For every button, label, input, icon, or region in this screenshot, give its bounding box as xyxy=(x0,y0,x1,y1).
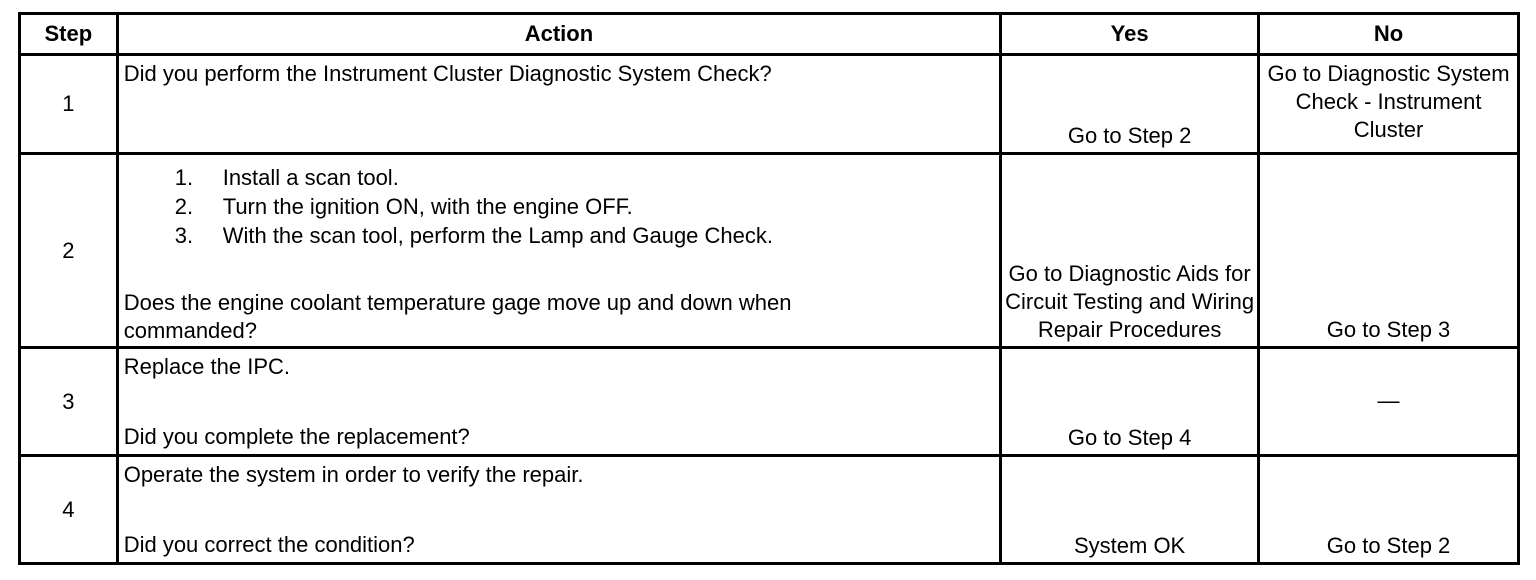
list-number: 3. xyxy=(174,223,194,248)
list-item xyxy=(175,192,991,221)
action-instruction: Operate the system in order to verify the repair. xyxy=(123,462,584,487)
step-number: 3 xyxy=(20,348,118,456)
action-question: Did you complete the replacement? xyxy=(123,424,470,449)
table-row xyxy=(20,348,1519,456)
header-step: Step xyxy=(20,14,118,55)
step-number: 1 xyxy=(20,55,118,154)
no-cell: Go to Diagnostic System Check - Instrument Cluster xyxy=(1259,55,1519,154)
header-no: No xyxy=(1259,14,1519,55)
list-number: 1. xyxy=(174,165,194,190)
action-question: Does the engine coolant temperature gage move up and down when commanded? xyxy=(123,290,792,343)
list-number: 2. xyxy=(174,194,194,219)
list-item xyxy=(175,163,991,192)
no-cell: Go to Step 2 xyxy=(1259,456,1519,564)
no-cell: — xyxy=(1259,348,1519,456)
yes-cell: Go to Step 2 xyxy=(1001,55,1259,154)
diagnostic-table xyxy=(18,12,1520,565)
header-row xyxy=(20,14,1519,55)
table-row xyxy=(20,55,1519,154)
list-item xyxy=(175,221,991,250)
header-yes: Yes xyxy=(1001,14,1259,55)
step-number: 2 xyxy=(20,154,118,348)
action-instruction: Replace the IPC. xyxy=(123,354,291,379)
step-number: 4 xyxy=(20,456,118,564)
yes-cell: Go to Step 4 xyxy=(1001,348,1259,456)
list-text: Turn the ignition ON, with the engine OFF. xyxy=(222,194,633,219)
table-row xyxy=(20,456,1519,564)
action-question: Did you correct the condition? xyxy=(123,532,415,557)
yes-cell: System OK xyxy=(1001,456,1259,564)
action-cell xyxy=(117,55,1000,154)
list-text: With the scan tool, perform the Lamp and Gauge Check. xyxy=(222,223,773,248)
action-cell xyxy=(117,456,1000,564)
table-row xyxy=(20,154,1519,348)
action-question: Did you perform the Instrument Cluster Diagnostic System Check? xyxy=(123,61,772,86)
action-cell xyxy=(117,154,1000,348)
header-action: Action xyxy=(117,14,1000,55)
yes-cell: Go to Diagnostic Aids for Circuit Testing and Wiring Repair Procedures xyxy=(1001,154,1259,348)
action-cell xyxy=(117,348,1000,456)
no-cell: Go to Step 3 xyxy=(1259,154,1519,348)
action-list xyxy=(124,163,991,250)
list-text: Install a scan tool. xyxy=(222,165,399,190)
